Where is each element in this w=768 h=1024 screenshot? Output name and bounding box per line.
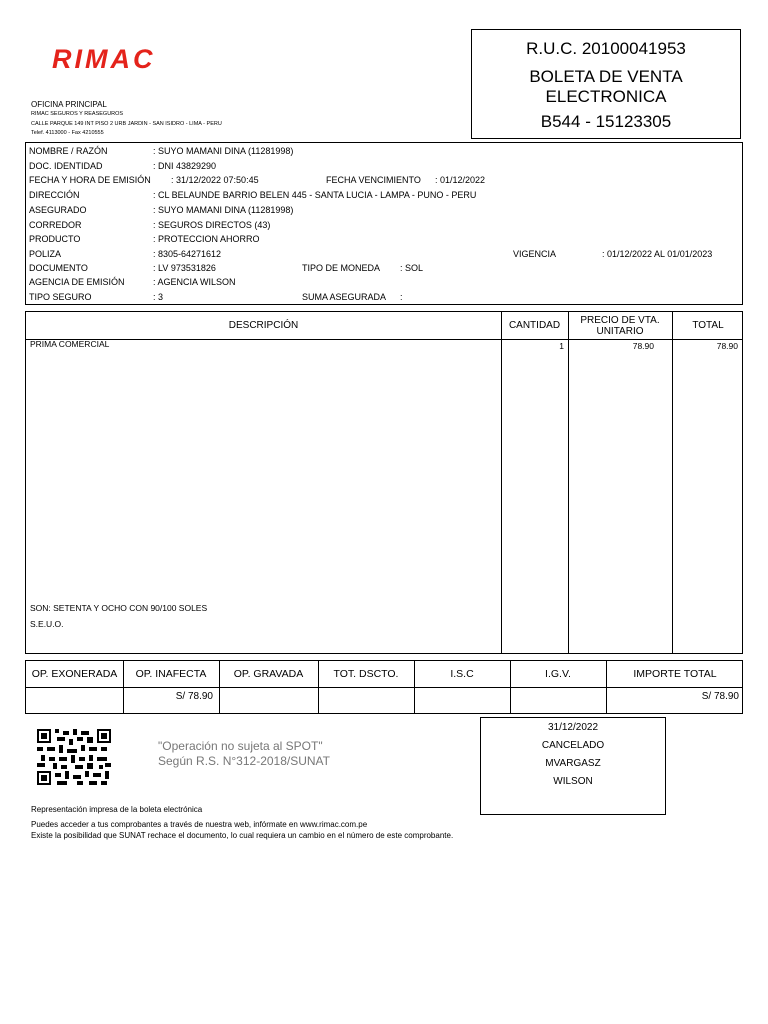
importe-total-value: S/ 78.90 bbox=[701, 691, 739, 702]
customer-info-box bbox=[25, 142, 743, 305]
direccion-label: DIRECCIÓN bbox=[29, 190, 80, 200]
document-type-line1: BOLETA DE VENTA bbox=[529, 67, 683, 86]
item-descripcion: PRIMA COMERCIAL bbox=[30, 339, 110, 349]
op-gravada-header: OP. GRAVADA bbox=[233, 668, 304, 680]
office-title: OFICINA PRINCIPAL bbox=[31, 100, 107, 109]
vigencia-value: : 01/12/2022 AL 01/01/2023 bbox=[602, 249, 713, 259]
fecha-vencimiento-value: : 01/12/2022 bbox=[435, 175, 486, 185]
item-cantidad: 1 bbox=[559, 341, 564, 351]
tot-dscto-header: TOT. DSCTO. bbox=[333, 668, 399, 680]
tipo-moneda-value: : SOL bbox=[400, 263, 424, 273]
status-date: 31/12/2022 bbox=[547, 722, 599, 733]
item-precio: 78.90 bbox=[632, 341, 654, 351]
payment-status-box bbox=[480, 717, 666, 815]
status-agency: WILSON bbox=[553, 776, 593, 787]
suma-asegurada-value: : bbox=[400, 292, 403, 302]
nombre-label: NOMBRE / RAZÓN bbox=[29, 146, 108, 156]
document-number: B544 - 15123305 bbox=[540, 112, 672, 131]
company-name: RIMAC SEGUROS Y REASEGUROS bbox=[31, 111, 124, 117]
doc-identidad-value: : DNI 43829290 bbox=[153, 161, 217, 171]
producto-label: PRODUCTO bbox=[29, 234, 81, 244]
agencia-value: : AGENCIA WILSON bbox=[153, 277, 236, 287]
spot-resolution: Según R.S. N°312-2018/SUNAT bbox=[158, 754, 330, 768]
company-logo: RIMAC bbox=[52, 44, 156, 74]
producto-value: : PROTECCION AHORRO bbox=[153, 234, 260, 244]
igv-header: I.G.V. bbox=[545, 668, 571, 680]
header-precio bbox=[568, 312, 672, 339]
items-table bbox=[25, 311, 743, 654]
agencia-label: AGENCIA DE EMISIÓN bbox=[29, 277, 125, 287]
vigencia-label: VIGENCIA bbox=[513, 249, 557, 259]
footer-web-access: Puedes acceder a tus comprobantes a través de nuestra web, infórmate en www.rimac.com.pe bbox=[31, 820, 368, 829]
amount-in-words: SON: SETENTA Y OCHO CON 90/100 SOLES bbox=[30, 603, 208, 613]
company-address: CALLE PARQUE 149 INT PISO 2 URB JARDIN - SAN ISIDRO - LIMA - PERU bbox=[31, 121, 222, 127]
document-type-line2: ELECTRONICA bbox=[545, 87, 667, 106]
header-precio-line2: UNITARIO bbox=[596, 325, 644, 337]
documento-value: : LV 973531826 bbox=[153, 263, 216, 273]
company-phone: Telef. 4113000 - Fax 4210555 bbox=[31, 130, 104, 136]
poliza-value: : 8305-64271612 bbox=[153, 249, 222, 259]
fecha-emision-value: : 31/12/2022 07:50:45 bbox=[171, 175, 259, 185]
document-id-box bbox=[471, 29, 741, 139]
op-exonerada-header: OP. EXONERADA bbox=[31, 668, 118, 680]
nombre-value: : SUYO MAMANI DINA (11281998) bbox=[153, 146, 294, 156]
asegurado-label: ASEGURADO bbox=[29, 205, 87, 215]
footer-representation: Representación impresa de la boleta electrónica bbox=[31, 805, 203, 814]
corredor-label: CORREDOR bbox=[29, 220, 82, 230]
importe-total-header: IMPORTE TOTAL bbox=[633, 668, 717, 680]
op-inafecta-value: S/ 78.90 bbox=[175, 691, 213, 702]
asegurado-value: : SUYO MAMANI DINA (11281998) bbox=[153, 205, 294, 215]
status-state: CANCELADO bbox=[541, 740, 605, 751]
header-precio-line1: PRECIO DE VTA. bbox=[580, 314, 660, 326]
op-inafecta-header: OP. INAFECTA bbox=[135, 668, 207, 680]
spot-note: "Operación no sujeta al SPOT" bbox=[158, 739, 323, 753]
poliza-label: POLIZA bbox=[29, 249, 62, 259]
tipo-seguro-value: : 3 bbox=[153, 292, 164, 302]
status-user: MVARGASZ bbox=[545, 758, 601, 769]
documento-label: DOCUMENTO bbox=[29, 263, 88, 273]
totals-table bbox=[25, 660, 743, 714]
footer-sunat-note: Existe la posibilidad que SUNAT rechace el documento, lo cual requiera un cambio en el número de este comprobante. bbox=[31, 831, 454, 840]
fecha-vencimiento-label: FECHA VENCIMIENTO bbox=[326, 175, 421, 185]
tipo-seguro-label: TIPO SEGURO bbox=[29, 292, 92, 302]
fecha-emision-label: FECHA Y HORA DE EMISIÓN bbox=[29, 175, 151, 185]
seuo-note: S.E.U.O. bbox=[30, 619, 64, 629]
corredor-value: : SEGUROS DIRECTOS (43) bbox=[153, 220, 271, 230]
item-total: 78.90 bbox=[716, 341, 738, 351]
doc-identidad-label: DOC. IDENTIDAD bbox=[29, 161, 103, 171]
header-total: TOTAL bbox=[692, 320, 724, 331]
qr-code-icon bbox=[37, 729, 111, 785]
suma-asegurada-label: SUMA ASEGURADA bbox=[302, 292, 387, 302]
header-descripcion: DESCRIPCIÓN bbox=[228, 320, 299, 331]
ruc-number: R.U.C. 20100041953 bbox=[526, 39, 686, 58]
isc-header: I.S.C bbox=[450, 668, 474, 680]
direccion-value: : CL BELAUNDE BARRIO BELEN 445 - SANTA LUCIA - LAMPA - PUNO - PERU bbox=[153, 190, 477, 200]
tipo-moneda-label: TIPO DE MONEDA bbox=[302, 263, 381, 273]
header-cantidad: CANTIDAD bbox=[508, 320, 561, 331]
